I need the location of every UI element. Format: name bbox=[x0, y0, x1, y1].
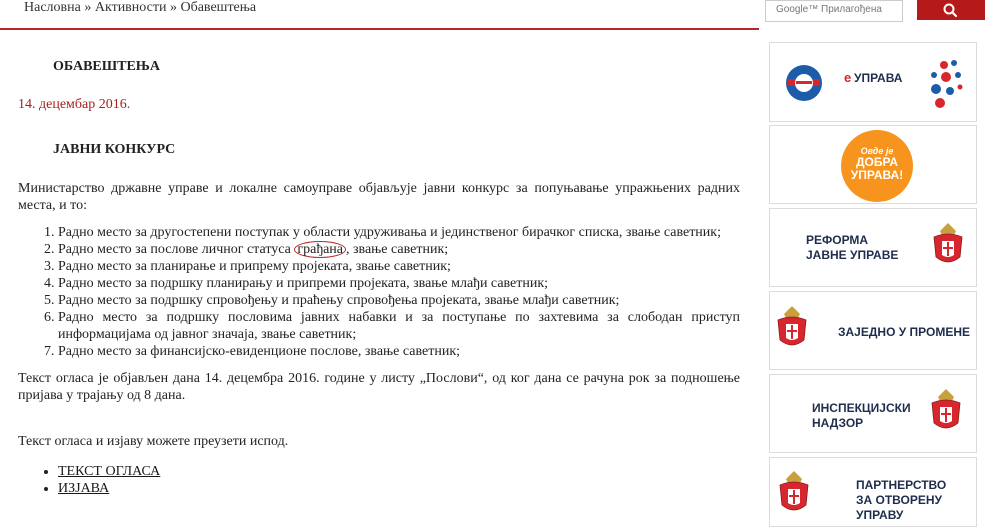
inspekcija-line2: НАДЗОР bbox=[812, 416, 864, 430]
eprava-logo-icon bbox=[784, 63, 824, 103]
list-item-text: Радно место за послове личног статуса bbox=[58, 242, 295, 257]
dobra-line1: Овде је bbox=[860, 146, 894, 156]
search-placeholder: Google™ Прилагођена bbox=[776, 4, 882, 15]
link-statement[interactable]: ИЗЈАВА bbox=[58, 481, 110, 496]
list-item: 6. Радно место за подршку пословима јавних набавки и за поступање по захтевима за слободан приступ информацијама од јавног значаја, звање саветник; bbox=[58, 309, 740, 343]
reforma-line1: РЕФОРМА bbox=[806, 233, 869, 247]
list-item-tail: , звање саветник; bbox=[346, 242, 449, 257]
publish-date: 14. децембар 2016. bbox=[18, 97, 131, 112]
breadcrumb-sep: » bbox=[84, 0, 92, 15]
banner-dobra-uprava[interactable] bbox=[769, 125, 977, 204]
banner-inspekcija[interactable] bbox=[769, 374, 977, 453]
search-button[interactable] bbox=[917, 0, 985, 20]
circled-word: грађана bbox=[294, 241, 346, 258]
search-input[interactable] bbox=[765, 0, 903, 22]
partnerstvo-line1: ПАРТНЕРСТВО bbox=[856, 478, 947, 492]
page-title: ОБАВЕШТЕЊА bbox=[53, 59, 160, 74]
dobra-line2: ДОБРА bbox=[855, 155, 899, 169]
dots-icon bbox=[924, 55, 970, 111]
breadcrumb-current: Обавештења bbox=[180, 0, 257, 15]
list-item: 4. Радно место за подршку планирању и припреми пројеката, звање млађи саветник; bbox=[58, 275, 740, 292]
main-content bbox=[18, 30, 740, 497]
list-item: 5. Радно место за подршку спровођењу и праћењу спровођења пројеката, звање млађи саветник; bbox=[58, 292, 740, 309]
reforma-line2: ЈАВНЕ УПРАВЕ bbox=[806, 248, 899, 262]
list-item bbox=[58, 480, 740, 497]
banner-reforma[interactable] bbox=[769, 208, 977, 287]
serbian-crest-icon bbox=[930, 214, 966, 274]
list-item bbox=[58, 463, 740, 480]
partnerstvo-line2: ЗА ОТВОРЕНУ bbox=[856, 493, 943, 507]
banner-zajedno[interactable] bbox=[769, 291, 977, 370]
dobra-line3: УПРАВА! bbox=[850, 168, 904, 182]
positions-list bbox=[18, 224, 740, 360]
breadcrumb-home[interactable]: Насловна bbox=[24, 0, 81, 15]
banner-eprava[interactable] bbox=[769, 42, 977, 122]
inspekcija-line1: ИНСПЕКЦИЈСКИ bbox=[812, 401, 911, 415]
list-item bbox=[58, 241, 740, 258]
serbian-crest-icon bbox=[928, 380, 964, 440]
serbian-crest-icon bbox=[776, 462, 812, 522]
breadcrumb bbox=[24, 0, 256, 16]
intro-paragraph: Министарство државне управе и локалне самоуправе објављује јавни конкурс за попуњавање упражњених радних места, и то: bbox=[18, 181, 740, 213]
search-icon bbox=[917, 0, 985, 20]
serbian-crest-icon bbox=[774, 297, 810, 357]
partnerstvo-line3: УПРАВУ bbox=[856, 508, 904, 522]
download-paragraph: Текст огласа и изјаву можете преузети испод. bbox=[18, 434, 289, 449]
section-heading: ЈАВНИ КОНКУРС bbox=[53, 142, 176, 157]
eprava-label: УПРАВА bbox=[854, 71, 903, 85]
eprava-e: е bbox=[844, 70, 852, 85]
list-item: 3. Радно место за планирање и припрему пројеката, звање саветник; bbox=[58, 258, 740, 275]
zajedno-label: ЗАЈЕДНО У ПРОМЕНЕ bbox=[838, 325, 971, 339]
breadcrumb-activities[interactable]: Активности bbox=[94, 0, 167, 15]
ad-paragraph: Текст огласа је објављен дана 14. децембра 2016. године у листу „Послови“, од ког дана се рачуна рок за подношење пријава у трајању од 8 дана. bbox=[18, 371, 740, 403]
list-item: 7. Радно место за финансијско-евиденционе послове, звање саветник; bbox=[58, 343, 740, 360]
link-ad-text[interactable]: ТЕКСТ ОГЛАСА bbox=[58, 464, 161, 479]
download-links bbox=[18, 463, 740, 497]
banner-partnerstvo[interactable] bbox=[769, 457, 977, 527]
list-item: 1. Радно место за другостепени поступак у области удруживања и јединственог бирачког списка, звање саветник; bbox=[58, 224, 740, 241]
dobra-badge bbox=[841, 130, 913, 202]
breadcrumb-sep: » bbox=[169, 0, 177, 15]
